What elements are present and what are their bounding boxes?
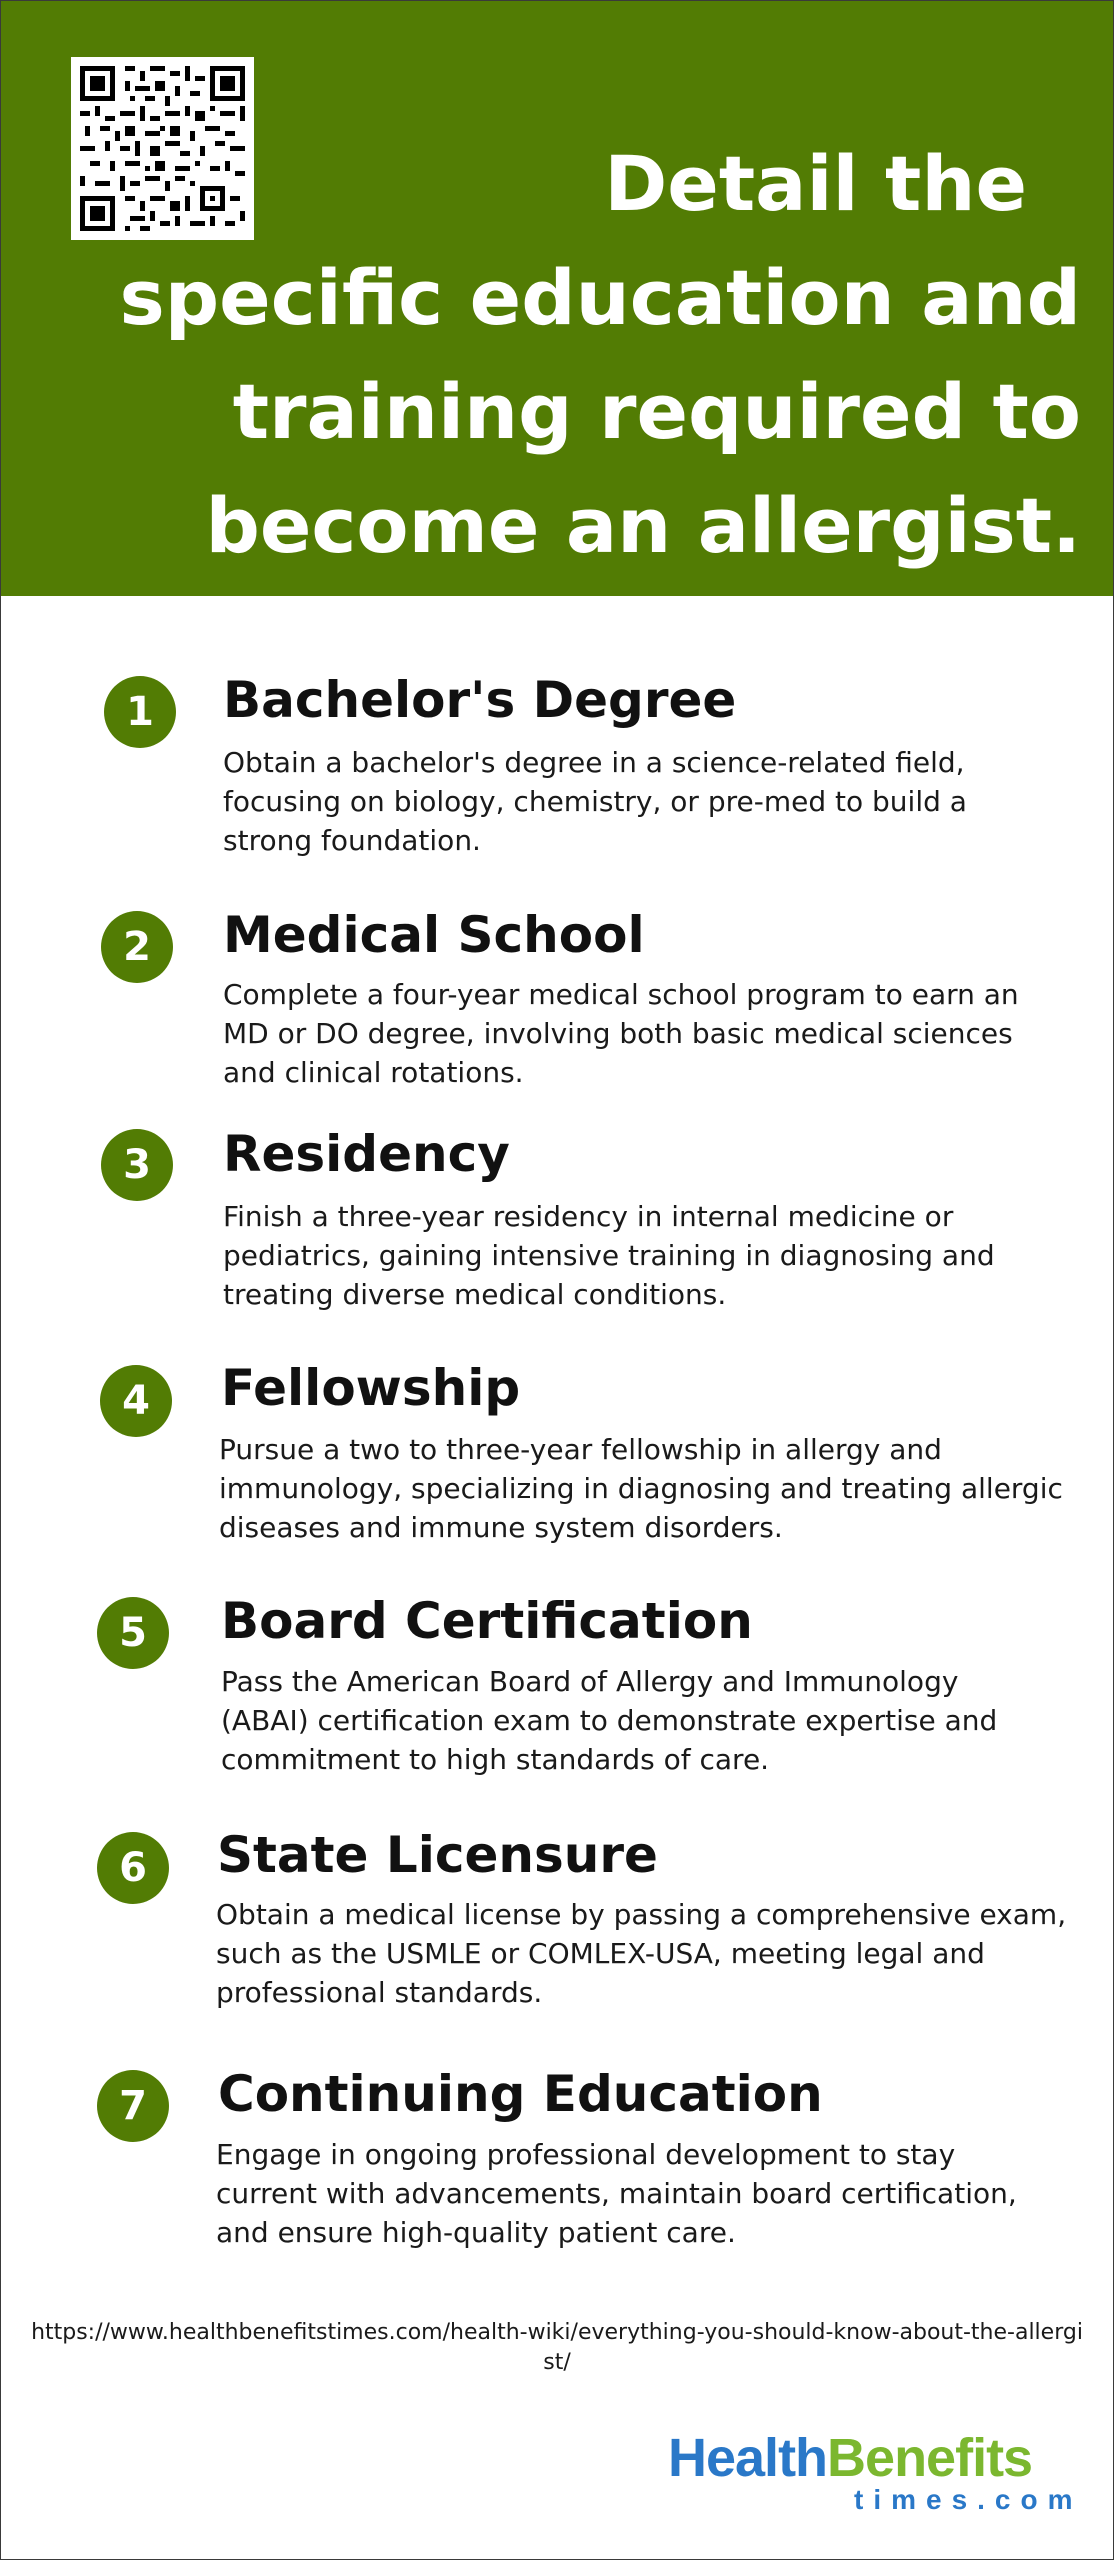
logo-wordmark [668,2428,1032,2488]
description-line: pediatrics, gaining intensive training in diagnosing and [223,1239,995,1272]
step-description [223,975,1043,1092]
description-line: and clinical rotations. [223,1056,524,1089]
step-number-badge: 4 [100,1365,172,1437]
page-title [81,127,1081,583]
step-title: Medical School [223,906,645,964]
description-line: Obtain a bachelor's degree in a science-related field, [223,746,965,779]
title-line-1: Detail the [604,139,1027,228]
step-number-badge: 2 [101,911,173,983]
step-title: Residency [223,1125,510,1183]
step-description [219,1430,1079,1547]
description-line: current with advancements, maintain board certification, [216,2177,1017,2210]
description-line: commitment to high standards of care. [221,1743,770,1776]
health-benefits-times-logo[interactable] [668,2428,1083,2520]
step-description [221,1662,1041,1779]
description-line: Complete a four-year medical school program to earn an [223,978,1019,1011]
step-description [216,1895,1076,2012]
description-line: strong foundation. [223,824,481,857]
description-line: Finish a three-year residency in internal medicine or [223,1200,954,1233]
description-line: and ensure high-quality patient care. [216,2216,736,2249]
description-line: Engage in ongoing professional development to stay [216,2138,956,2171]
description-line: immunology, specializing in diagnosing and treating allergic [219,1472,1063,1505]
step-description [223,743,1043,860]
step-title: Board Certification [221,1592,753,1650]
step-description [223,1197,1043,1314]
description-line: such as the USMLE or COMLEX-USA, meeting legal and [216,1937,985,1970]
step-title: Continuing Education [218,2065,823,2123]
logo-word-benefits: Benefits [827,2428,1033,2488]
title-line-3: training required to [232,367,1081,456]
description-line: MD or DO degree, involving both basic medical sciences [223,1017,1013,1050]
step-number-badge: 1 [104,676,176,748]
step-number-badge: 7 [97,2070,169,2142]
logo-word-health: Health [668,2428,828,2488]
description-line: professional standards. [216,1976,543,2009]
step-number-badge: 5 [97,1597,169,1669]
description-line: diseases and immune system disorders. [219,1511,783,1544]
step-description [216,2135,1076,2252]
step-number-badge: 6 [97,1832,169,1904]
description-line: Obtain a medical license by passing a comprehensive exam, [216,1898,1067,1931]
source-url[interactable]: https://www.healthbenefitstimes.com/health-wiki/everything-you-should-know-about-the-allergist/ [31,2320,1083,2375]
step-number-badge: 3 [101,1129,173,1201]
description-line: (ABAI) certification exam to demonstrate expertise and [221,1704,998,1737]
header-banner [1,1,1113,596]
description-line: treating diverse medical conditions. [223,1278,727,1311]
logo-subline: times.com [854,2484,1083,2515]
title-line-2: specific education and [119,253,1081,342]
step-title: Fellowship [221,1359,521,1417]
title-line-4: become an allergist. [205,481,1081,570]
description-line: Pass the American Board of Allergy and Immunology [221,1665,959,1698]
step-title: State Licensure [217,1826,658,1884]
step-title: Bachelor's Degree [223,671,737,729]
description-line: Pursue a two to three-year fellowship in allergy and [219,1433,942,1466]
description-line: focusing on biology, chemistry, or pre-med to build a [223,785,967,818]
